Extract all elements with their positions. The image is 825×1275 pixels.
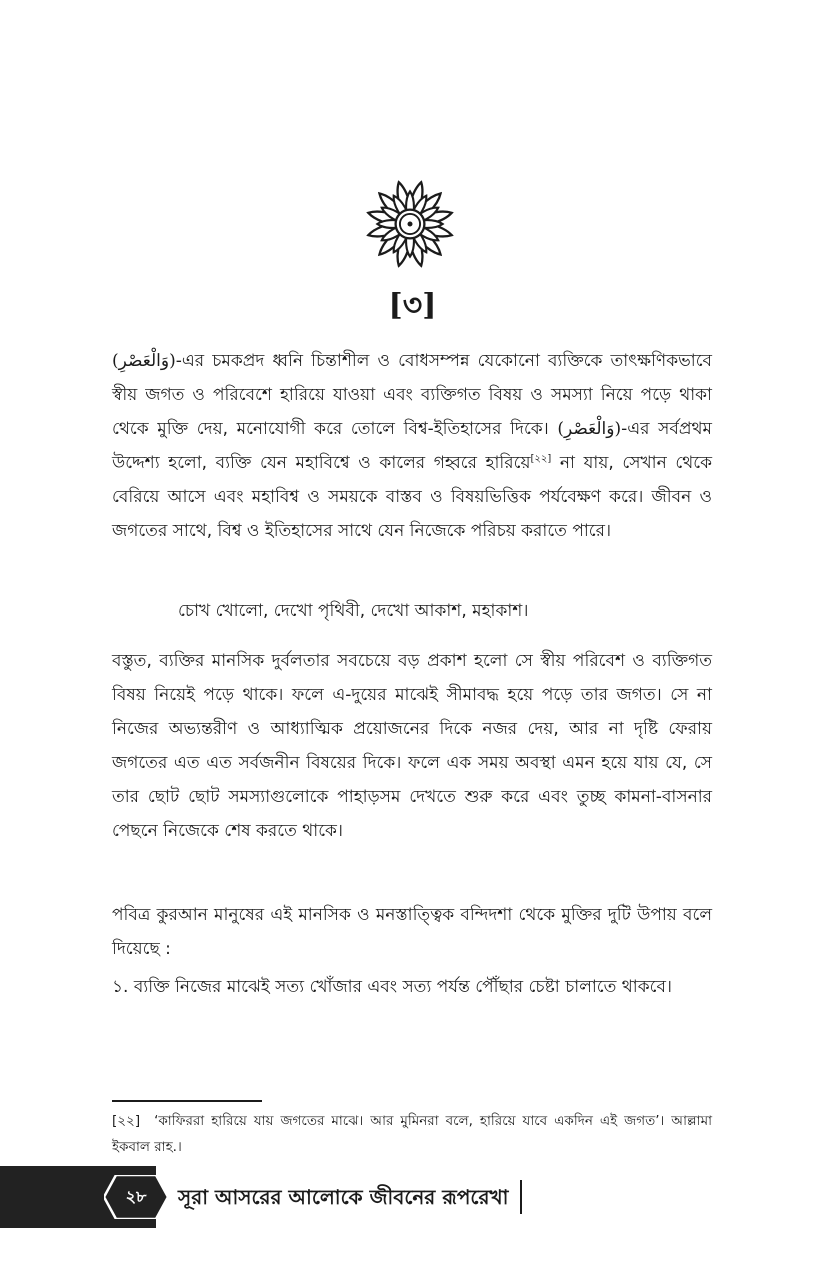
rosette-ornament-icon [362,176,458,272]
paragraph-1-part-1: -এর চমকপ্রদ ধ্বনি চিন্তাশীল ও বোধসম্পন্ন যেকোনো ব্যক্তিকে তাৎক্ষণিকভাবে স্বীয় জগত ও পরিবেশে হারিয়ে যাওয়া এবং ব্যক্তিগত বিষয় ও সমস্যা নিয়ে পড়ে থাকা থেকে মুক্তি দেয়, মনোযোগী করে তোলে বিশ্ব-ইতিহাসের দিকে। [112,351,712,439]
paragraph-1-part-3: না যায়, সেখান থেকে বেরিয়ে আসে এবং মহাবিশ্ব ও সময়কে বাস্তব ও বিষয়ভিত্তিক পর্যবেক্ষণ করে। জীবন ও জগতের সাথে, বিশ্ব ও ইতিহাসের সাথে যেন নিজেকে পরিচয় করাতে পারে। [112,453,712,541]
paragraph-1 [112,344,712,548]
quote-line: চোখ খোলো, দেখো পৃথিবী, দেখো আকাশ, মহাকাশ। [178,601,529,621]
book-title: সূরা আসরের আলোকে জীবনের রূপরেখা [178,1180,522,1214]
footnote-divider [112,1100,262,1102]
arabic-term: (وَالْعَصْرِ) [112,351,176,371]
footnote-marker: [২২] [112,1113,141,1129]
arabic-term-repeat: (وَالْعَصْرِ) [557,419,622,439]
footnote-text: ‘কাফিররা হারিয়ে যায় জগতের মাঝে। আর মুমিনরা বলে, হারিয়ে যাবে একদিন এই জগত’। আল্লামা ইকবাল রাহ.। [112,1113,712,1155]
paragraph-1-part-2: -এর সর্বপ্রথম উদ্দেশ্য হলো, ব্যক্তি যেন মহাবিশ্বে ও কালের গহ্বরে হারিয়ে [112,419,713,473]
footnote-reference[interactable]: [২২] [530,453,552,465]
footnote [112,1108,712,1160]
paragraph-3: পবিত্র কুরআন মানুষের এই মানসিক ও মনস্তাত্ত্বিক বন্দিদশা থেকে মুক্তির দুটি উপায় বলে দিয়েছে : [112,905,712,959]
paragraph-4-list-item: ১. ব্যক্তি নিজের মাঝেই সত্য খোঁজার এবং সত্য পর্যন্ত পৌঁছার চেষ্টা চালাতে থাকবে। [112,977,673,997]
paragraph-2: বস্তুত, ব্যক্তির মানসিক দুর্বলতার সবচেয়ে বড় প্রকাশ হলো সে স্বীয় পরিবেশ ও ব্যক্তিগত বিষয় নিয়েই পড়ে থাকে। ফলে এ-দুয়ের মাঝেই সীমাবদ্ধ হয়ে পড়ে তার জগত। সে না নিজের অভ্যন্তরীণ ও আধ্যাত্মিক প্রয়োজনের দিকে নজর দেয়, আর না দৃষ্টি ফেরায় জগতের এত এত সর্বজনীন বিষয়ের দিকে। ফলে এক সময় অবস্থা এমন হয়ে যায় যে, সে তার ছোট ছোট সমস্যাগুলোকে পাহাড়সম দেখতে শুরু করে এবং তুচ্ছ কামনা-বাসনার পেছনে নিজেকে শেষ করতে থাকে। [112,651,712,841]
chapter-number: [৩] [388,288,437,323]
page-number: ২৮ [125,1187,147,1206]
